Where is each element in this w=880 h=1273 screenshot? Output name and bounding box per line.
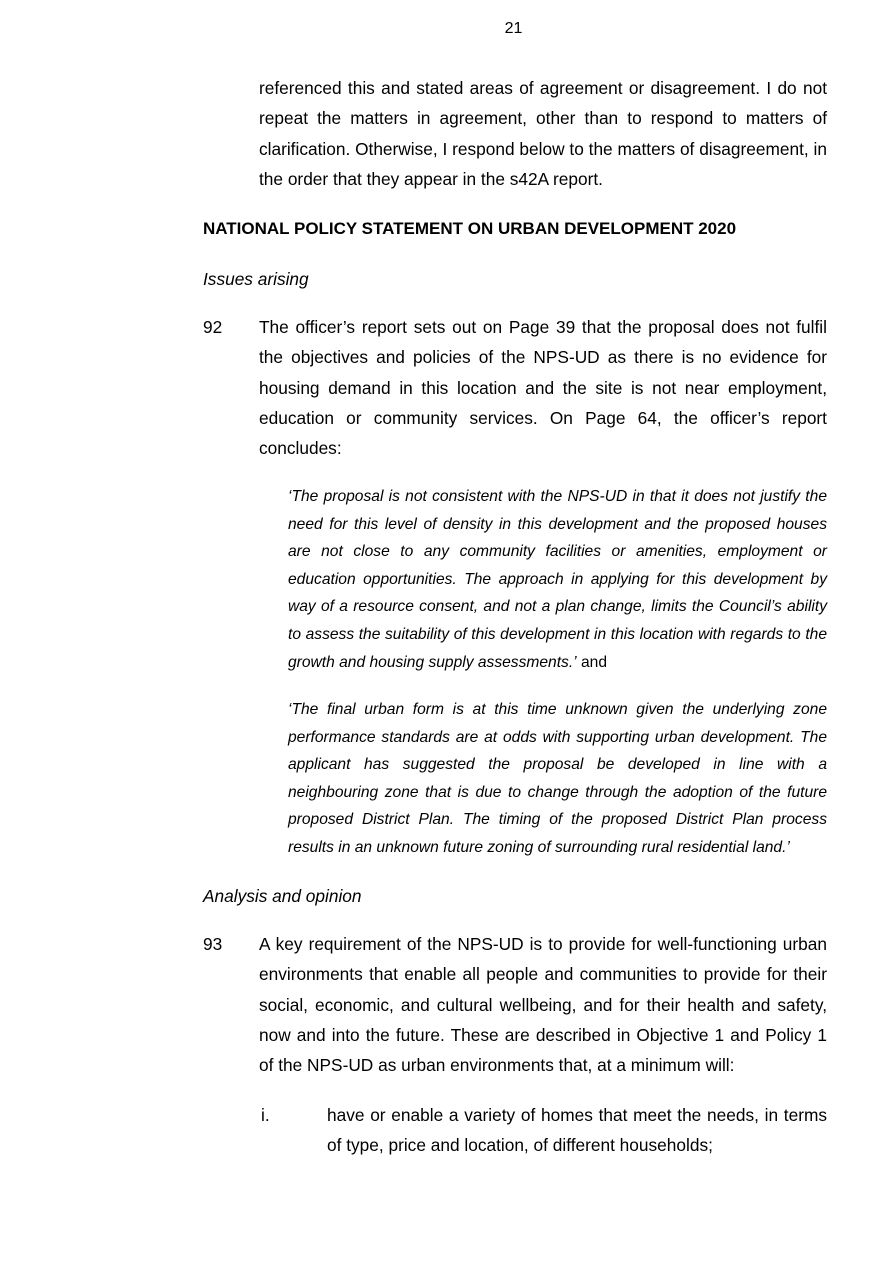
paragraph-number-92: 92 [203,317,223,337]
list-item-number-i: i. [261,1105,270,1125]
quote-block-1 [288,483,827,676]
quote-block-2 [288,696,827,862]
paragraph-number-93: 93 [203,934,223,954]
quote-2-text: ‘The final urban form is at this time unknown given the underlying zone performance standards are at odds with supporting urban development. The applicant has suggested the proposal be developed in line with a neighbouring zone that is due to change through the adoption of the future proposed District Plan. The timing of the proposed District Plan process results in an unknown future zoning of surrounding rural residential land.’ [288,701,827,856]
page-number: 21 [504,20,523,37]
quote-1-text: ‘The proposal is not consistent with the NPS-UD in that it does not justify the need for this level of density in this development and the proposed houses are not close to any community facilities or amenities, employment or education opportunities. The approach in applying for this development by way of a resource consent, and not a plan change, limits the Council’s ability to assess the suitability of this development in this location with regards to the growth and housing supply assessments.’ [288,488,827,671]
intro-paragraph: referenced this and stated areas of agreement or disagreement. I do not repeat the matters in agreement, other than to respond to matters of clarification. Otherwise, I respond below to the matters of disagreement, in the order that they appear in the s42A report. [259,78,827,189]
quote-1-tail: and [576,653,608,671]
section-heading: NATIONAL POLICY STATEMENT ON URBAN DEVELOPMENT 2020 [203,219,737,238]
analysis-heading: Analysis and opinion [203,886,362,906]
list-item-i: have or enable a variety of homes that meet the needs, in terms of type, price and location, of different households; [327,1105,827,1156]
paragraph-92: The officer’s report sets out on Page 39 that the proposal does not fulfil the objectives and policies of the NPS-UD as there is no evidence for housing demand in this location and the site is not near employment, education or community services. On Page 64, the officer’s report concludes: [259,317,827,459]
paragraph-93: A key requirement of the NPS-UD is to provide for well-functioning urban environments that enable all people and communities to provide for their social, economic, and cultural wellbeing, and for their health and safety, now and into the future. These are described in Objective 1 and Policy 1 of the NPS-UD as urban environments that, at a minimum will: [259,934,827,1076]
issues-heading: Issues arising [203,269,309,289]
